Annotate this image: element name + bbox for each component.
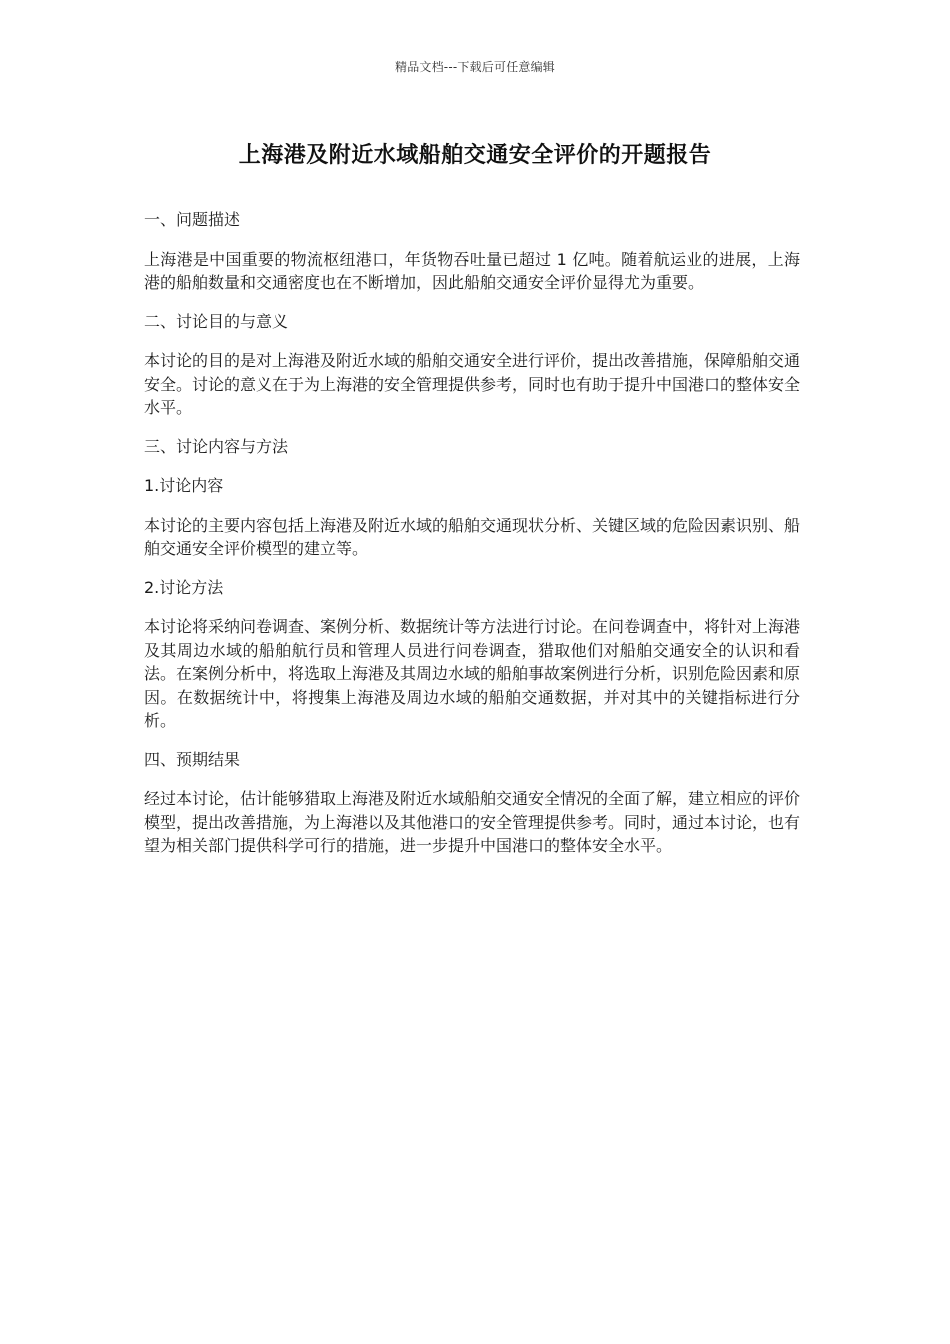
paragraph-content: 本讨论的主要内容包括上海港及附近水域的船舶交通现状分析、关键区域的危险因素识别、船舶交通安全评价模型的建立等。	[144, 515, 801, 558]
paragraph-problem: 上海港是中国重要的物流枢纽港口，年货物吞吐量已超过 1 亿吨。随着航运业的进展，上海港的船舶数量和交通密度也在不断增加，因此船舶交通安全评价显得尤为重要。	[144, 249, 800, 292]
section-heading-content-method: 三、讨论内容与方法	[144, 436, 289, 456]
section-heading-expected-results: 四、预期结果	[144, 749, 241, 769]
section-heading-purpose: 二、讨论目的与意义	[144, 311, 289, 331]
section-heading-problem: 一、问题描述	[144, 210, 241, 229]
paragraph-method: 本讨论将采纳问卷调查、案例分析、数据统计等方法进行讨论。在问卷调查中，将针对上海港及其周边水域的船舶航行员和管理人员进行问卷调查，猎取他们对船舶交通安全的认识和看法。在案例分析中，将选取上海港及其周边水域的船舶事故案例进行分析，识别危险因素和原因。在数据统计中，将搜集上海港及周边水域的船舶交通数据，并对其中的关键指标进行分析。	[144, 617, 801, 730]
subsection-heading-content: 1.讨论内容	[144, 476, 224, 495]
subsection-heading-method: 2.讨论方法	[144, 577, 224, 597]
paragraph-expected-results: 经过本讨论，估计能够猎取上海港及附近水域船舶交通安全情况的全面了解，建立相应的评价模型，提出改善措施，为上海港以及其他港口的安全管理提供参考。同时，通过本讨论，也有望为相关部门提供科学可行的措施，进一步提升中国港口的整体安全水平。	[144, 789, 801, 855]
document-body	[144, 208, 800, 873]
document-title: 上海港及附近水域船舶交通安全评价的开题报告	[238, 143, 712, 168]
header-note: 精品文档---下载后可任意编辑	[395, 60, 555, 74]
paragraph-purpose: 本讨论的目的是对上海港及附近水域的船舶交通安全进行评价，提出改善措施，保障船舶交通安全。讨论的意义在于为上海港的安全管理提供参考，同时也有助于提升中国港口的整体安全水平。	[144, 351, 801, 417]
